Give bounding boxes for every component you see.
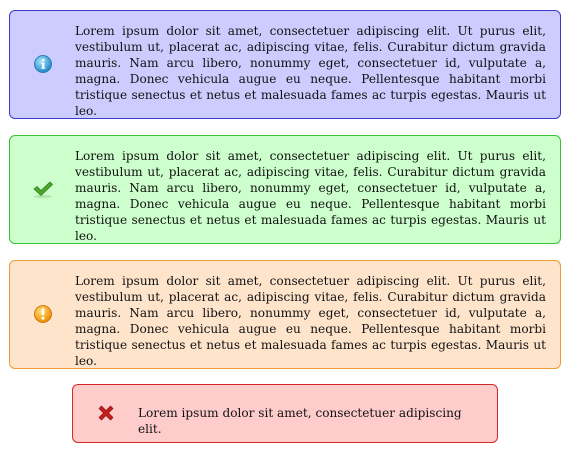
cross-icon	[95, 402, 117, 424]
warning-box-text: Lorem ipsum dolor sit amet, consectetuer adipiscing elit. Ut purus elit, vestibulum ut, placerat ac, adipiscing vitae, felis. Curabitur dictum gravida mauris. Nam arcu libero, nonummy eget, consectetuer id, vulputate a, magna. Donec vehicula augue eu neque. Pellentesque habitant morbi tristique senectus et netus et malesuada fames ac turpis egestas. Mauris ut leo.	[75, 274, 546, 368]
error-box	[72, 384, 498, 443]
warning-icon	[32, 303, 54, 325]
info-box	[9, 10, 561, 119]
error-box-text: Lorem ipsum dolor sit amet, consectetuer adipiscing elit.	[138, 406, 462, 436]
info-icon	[32, 53, 54, 75]
info-box-text: Lorem ipsum dolor sit amet, consectetuer adipiscing elit. Ut purus elit, vestibulum ut, placerat ac, adipiscing vitae, felis. Curabitur dictum gravida mauris. Nam arcu libero, nonummy eget, consectetuer id, vulputate a, magna. Donec vehicula augue eu neque. Pellentesque habitant morbi tristique senectus et netus et malesuada fames ac turpis egestas. Mauris ut leo.	[75, 24, 546, 118]
success-box	[9, 135, 561, 244]
success-box-text: Lorem ipsum dolor sit amet, consectetuer adipiscing elit. Ut purus elit, vestibulum ut, placerat ac, adipiscing vitae, felis. Curabitur dictum gravida mauris. Nam arcu libero, nonummy eget, consectetuer id, vulputate a, magna. Donec vehicula augue eu neque. Pellentesque habitant morbi tristique senectus et netus et malesuada fames ac turpis egestas. Mauris ut leo.	[75, 149, 546, 243]
checkmark-icon	[32, 178, 54, 200]
warning-box	[9, 260, 561, 369]
